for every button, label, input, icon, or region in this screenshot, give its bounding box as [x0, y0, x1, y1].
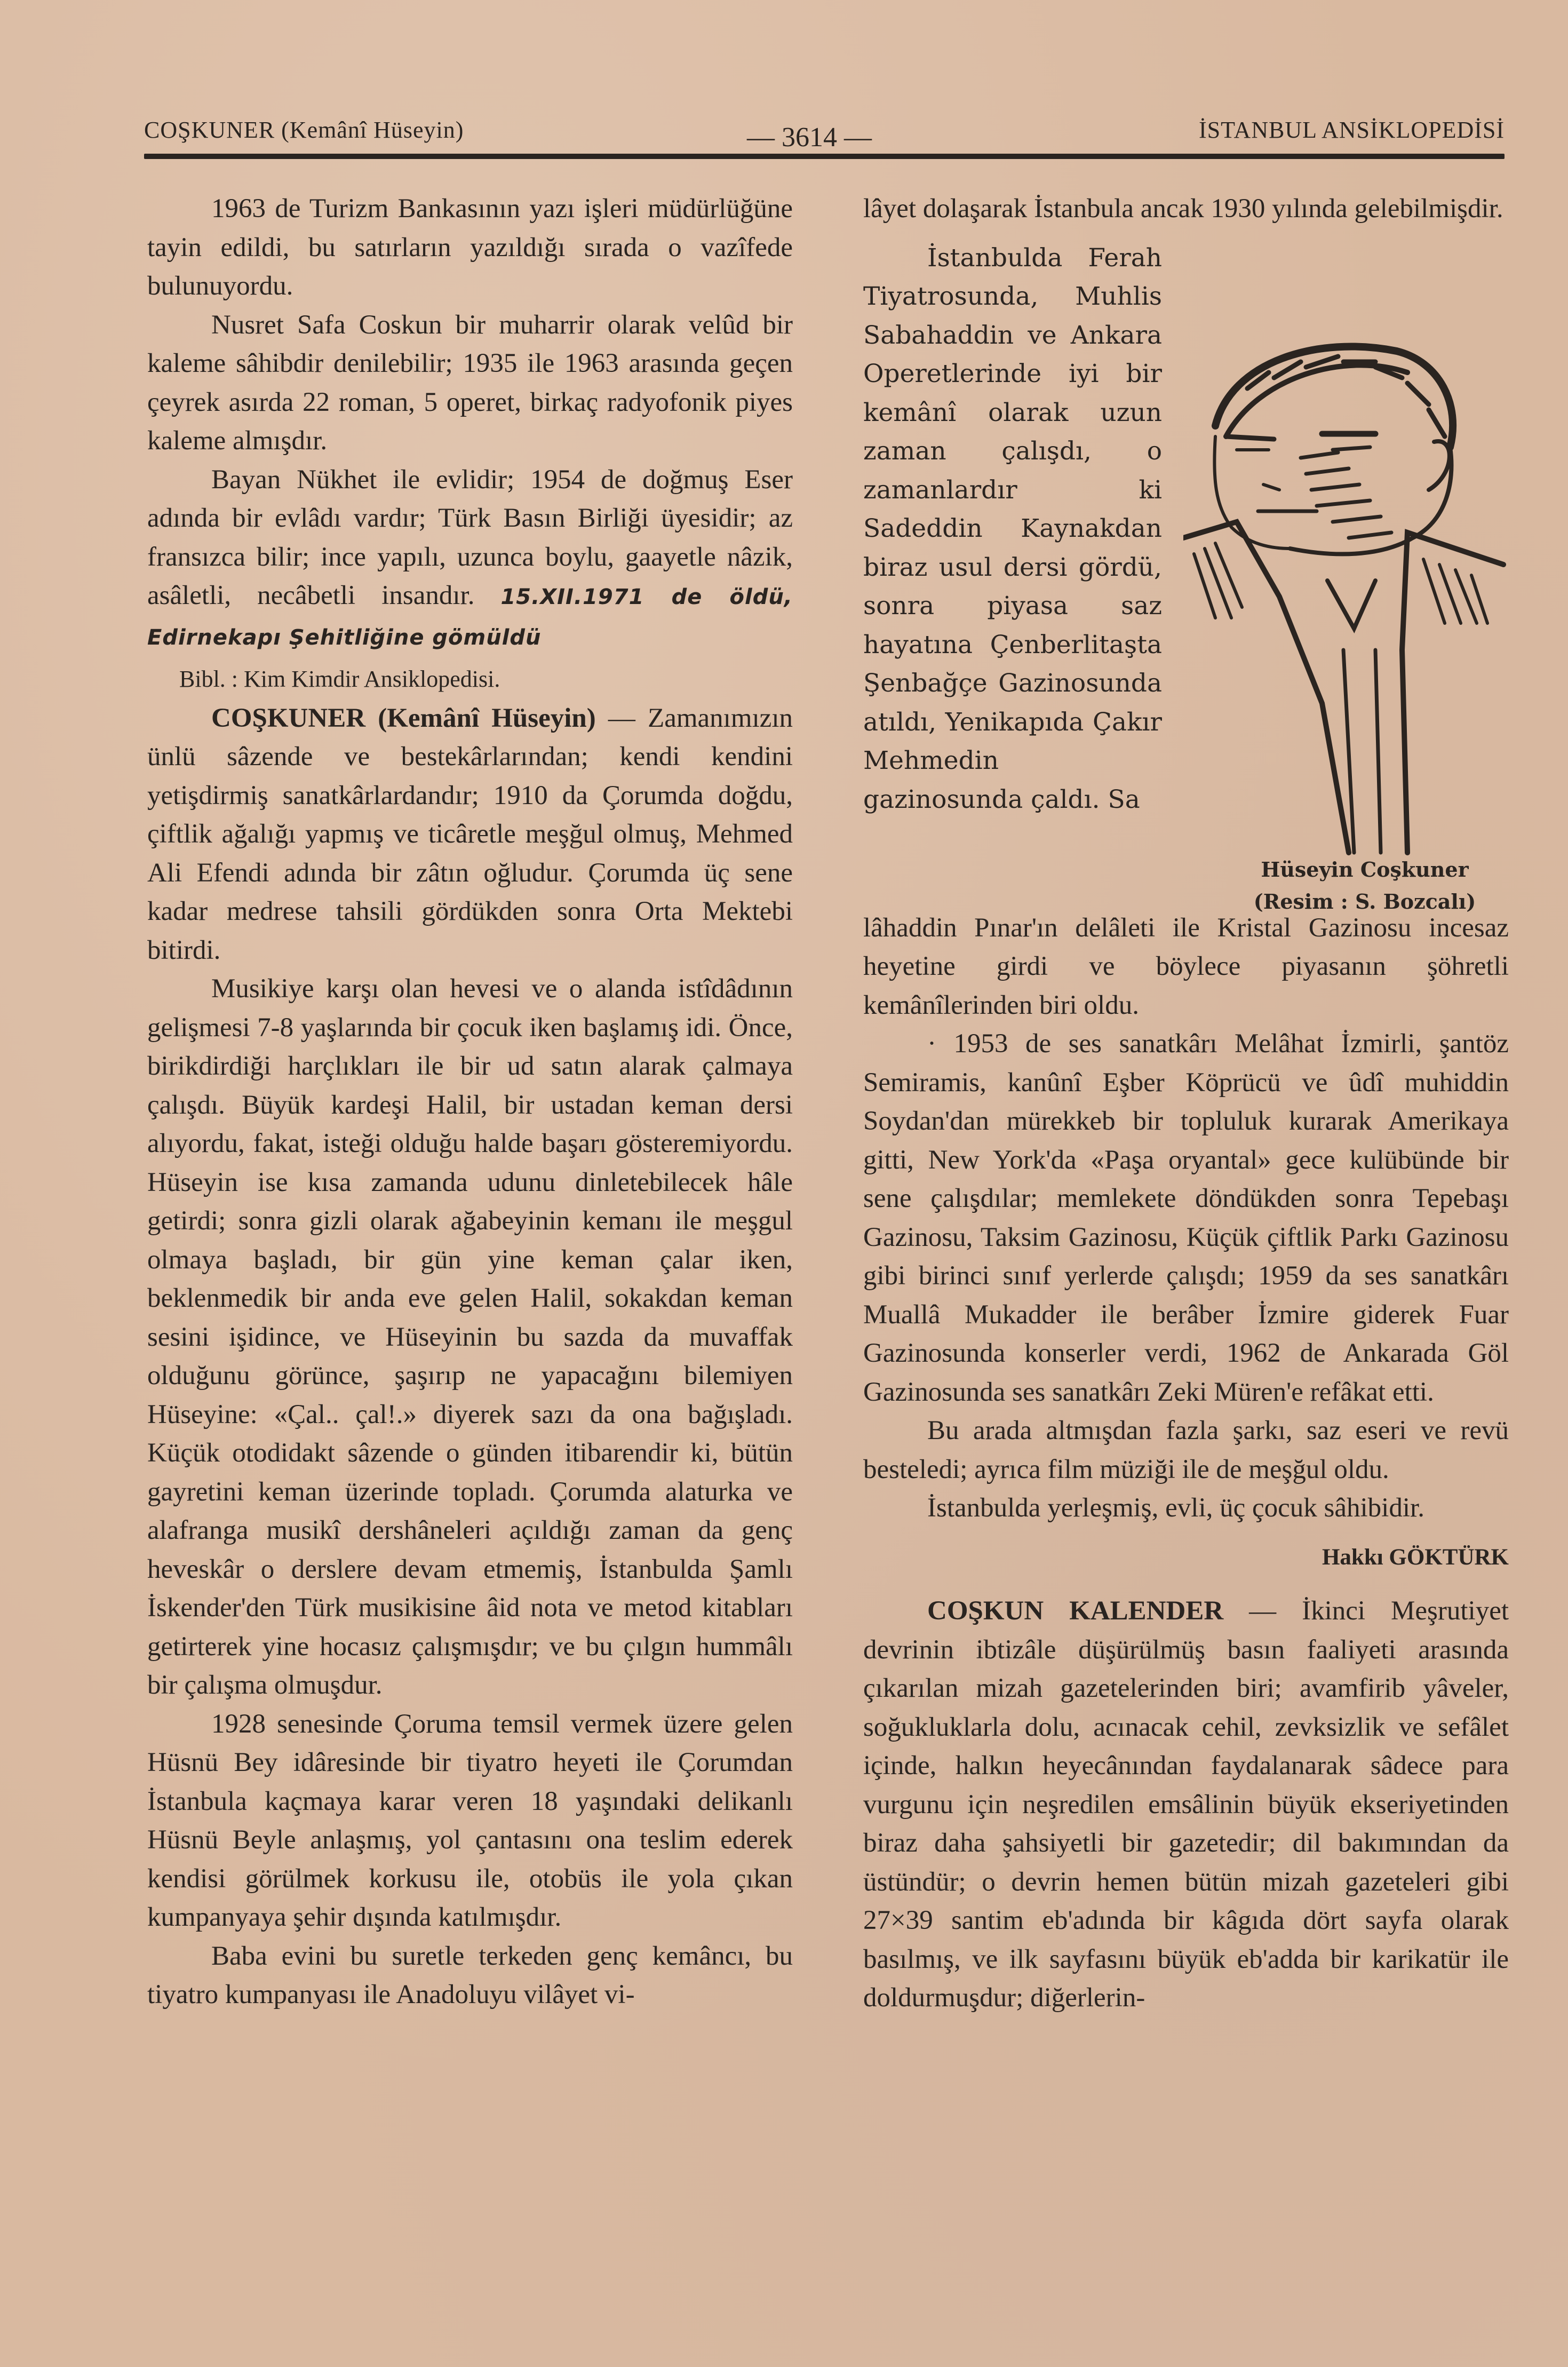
- paragraph: lâyet dolaşarak İstanbula ancak 1930 yılında gelebilmişdir.: [863, 194, 1503, 224]
- paragraph: Baba evini bu suretle terkeden genç kemâncı, bu tiyatro kumpanyası ile Anadoluyu vilâyet vi-: [147, 1941, 793, 2009]
- entry-text: — İkinci Meşrutiyet devrinin ibtizâle düşürülmüş basın faaliyeti arasında çıkarılan mizah gazetelerinden biri; avamfirib yâveler, soğukluklarla dolu, acınacak cehil, zevksizlik ve sefâlet içinde, halkın heyecânından faydalanarak sâdece para vurgunu için neşredilen emsâlinin büyük ekseriyetinden biraz daha şahsiyetli bir gazetedir; dil bakımından da üstündür; o devrin hemen bütün mizah gazeteleri gibi 27×39 santim eb'adında bir kâgıda dört sayfa olarak basılmış, ve ilk sayfasını büyük eb'adda bir karikatür ile doldurmuşdur; diğerlerin-: [863, 1596, 1509, 2013]
- page-number: — 3614 —: [747, 122, 872, 153]
- handwritten-annotation: 15.XII.1971 de öldü, Edirnekapı Şehitliğine gömüldü: [147, 585, 793, 650]
- page-header: [144, 116, 1505, 153]
- left-column: [147, 189, 793, 2014]
- paragraph: lâhaddin Pınar'ın delâleti ile Kristal Gazinosu incesaz heyetine girdi ve böylece piyasanın şöhretli kemânîlerinden biri oldu.: [863, 912, 1509, 1020]
- right-column: [863, 189, 1509, 2017]
- paragraph: Bu arada altmışdan fazla şarkı, saz eseri ve revü besteledi; ayrıca film müziği ile de meşğul oldu.: [863, 1416, 1509, 1484]
- entry-paragraph: [147, 699, 793, 970]
- running-title: COŞKUNER (Kemânî Hüseyin): [144, 117, 464, 143]
- paragraph: Musikiye karşı olan hevesi ve o alanda istîdâdının gelişmesi 7-8 yaşlarında bir çocuk iken başlamış idi. Önce, birikdirdiği harçlıkları ile bir ud satın alarak çalmaya çalışdı. Büyük kardeşi Halil, bir ustadan keman dersi alıyordu, fakat, isteği olduğu halde başarı gösteremiyordu. Hüseyin ise kısa zamanda udunu dinletebilecek hâle getirdi; sonra gizli olarak ağabeyinin kemanı ile meşgul olmaya başladı, bir gün yine keman çalar iken, beklenmedik bir anda eve gelen Halil, sokakdan keman sesini işidince, ve Hüseyinin bu sazda da muvaffak olduğunu görünce, şaşırıp ne yapacağını bilemiyen Hüseyine: «Çal.. çal!.» diyerek sazı da ona bağışladı. Küçük otodidakt sâzende o günden itibarendir ki, bütün gayretini keman üzerinde topladı. Çorumda alaturka ve alafranga musikî dershâneleri açıldığı zaman da genç heveskâr o derslere devam etmemiş, İstanbulda Şamlı İskender'den Türk musikisine âid nota ve metod kitabları getirterek yine hocasız çalışmışdır; ve bu çılgın hummâlı bir çalışma olmuşdur.: [147, 974, 793, 1700]
- paragraph: İstanbulda yerleşmiş, evli, üç çocuk sâhibidir.: [927, 1493, 1424, 1523]
- header-rule: [144, 154, 1505, 159]
- author-signature: Hakkı GÖKTÜRK: [1322, 1544, 1509, 1570]
- caption-name: Hüseyin Coşkuner: [1261, 857, 1469, 881]
- caption-credit: (Resim : S. Bozcalı): [1253, 889, 1476, 914]
- paragraph: [147, 460, 793, 657]
- publication-title: İSTANBUL ANSİKLOPEDİSİ: [1199, 117, 1505, 143]
- paragraph: 1963 de Turizm Bankasının yazı işleri müdürlüğüne tayin edildi, bu satırların yazıldığı sırada o vazîfede bulunuyordu.: [147, 194, 793, 301]
- paragraph: Nusret Safa Coskun bir muharrir olarak velûd bir kaleme sâhibdir denilebilir; 1935 ile 1963 arasında geçen çeyrek asırda 22 roman, 5 operet, birkaç radyofonik piyes kaleme almışdır.: [147, 309, 793, 456]
- entry-paragraph: [863, 1592, 1509, 2017]
- paragraph: · 1953 de ses sanatkârı Melâhat İzmirli, şantöz Semiramis, kanûnî Eşber Köprücü ve ûdî muhiddin Soydan'dan mürekkeb bir topluluk kurarak Amerikaya gitti, New York'da «Paşa oryantal» gece kulübünde bir sene çalışdılar; memlekete döndükden sonra Tepebaşı Gazinosu, Taksim Gazinosu, Küçük çiftlik Parkı Gazinosu gibi birinci sınıf yerlerde çalışdı; 1959 da ses sanatkârı Muallâ Mukadder ile berâber İzmire giderek Fuar Gazinosunda konserler verdi, 1962 de Ankarada Göl Gazinosunda ses sanatkârı Zeki Müren'e refâkat etti.: [863, 1029, 1509, 1407]
- portrait-drawing: [1183, 330, 1525, 863]
- entry-title: COŞKUNER (Kemânî Hüseyin): [211, 703, 596, 733]
- bibliography: Bibl. : Kim Kimdir Ansiklopedisi.: [179, 666, 500, 692]
- entry-text: — Zamanımızın ünlü sâzende ve bestekârlarından; kendi kendini yetişdirmiş sanatkârlardandır; 1910 da Çorumda doğdu, çiftlik ağalığı yapmış ve ticâretle meşğul olmuş, Mehmed Ali Efendi adında bir zâtın oğludur. Çorumda üç sene kadar medrese tahsili gördükden sonra Orta Mektebi bitirdi.: [147, 703, 793, 965]
- paragraph-text: Bayan Nükhet ile evlidir; 1954 de doğmuş Eser adında bir evlâdı vardır; Türk Basın Birliği üyesidir; az fransızca bilir; ince yapılı, uzunca boylu, gaayetle nâzik, asâletli, necâbetli insandır.: [147, 464, 793, 610]
- entry-title: COŞKUN KALENDER: [927, 1596, 1224, 1626]
- portrait-wrap: [863, 239, 1509, 914]
- paragraph: 1928 senesinde Çoruma temsil vermek üzere gelen Hüsnü Bey idâresinde bir tiyatro heyeti ile Çorumdan İstanbula kaçmaya karar veren 18 yaşındaki delikanlı Hüsnü Beyle anlaşmış, yol çantasını ona teslim ederek kendisi görülmek korkusu ile, otobüs ile yola çıkan kumpanyaya şehir dışında katılmışdır.: [147, 1709, 793, 1932]
- paragraph: İstanbulda Ferah Tiyatrosunda, Muhlis Sabahaddin ve Ankara Operetlerinde iyi bir kemânî olarak uzun zaman çalışdı, o zamanlardır ki Sadeddin Kaynakdan biraz usul dersi gördü, sonra piyasa saz hayatına Çenberlitaşta Şenbağçe Gazinosunda atıldı, Yenikapıda Çakır Mehmedin gazinosunda çaldı. Sa: [863, 243, 1162, 814]
- portrait-caption: [1205, 854, 1525, 918]
